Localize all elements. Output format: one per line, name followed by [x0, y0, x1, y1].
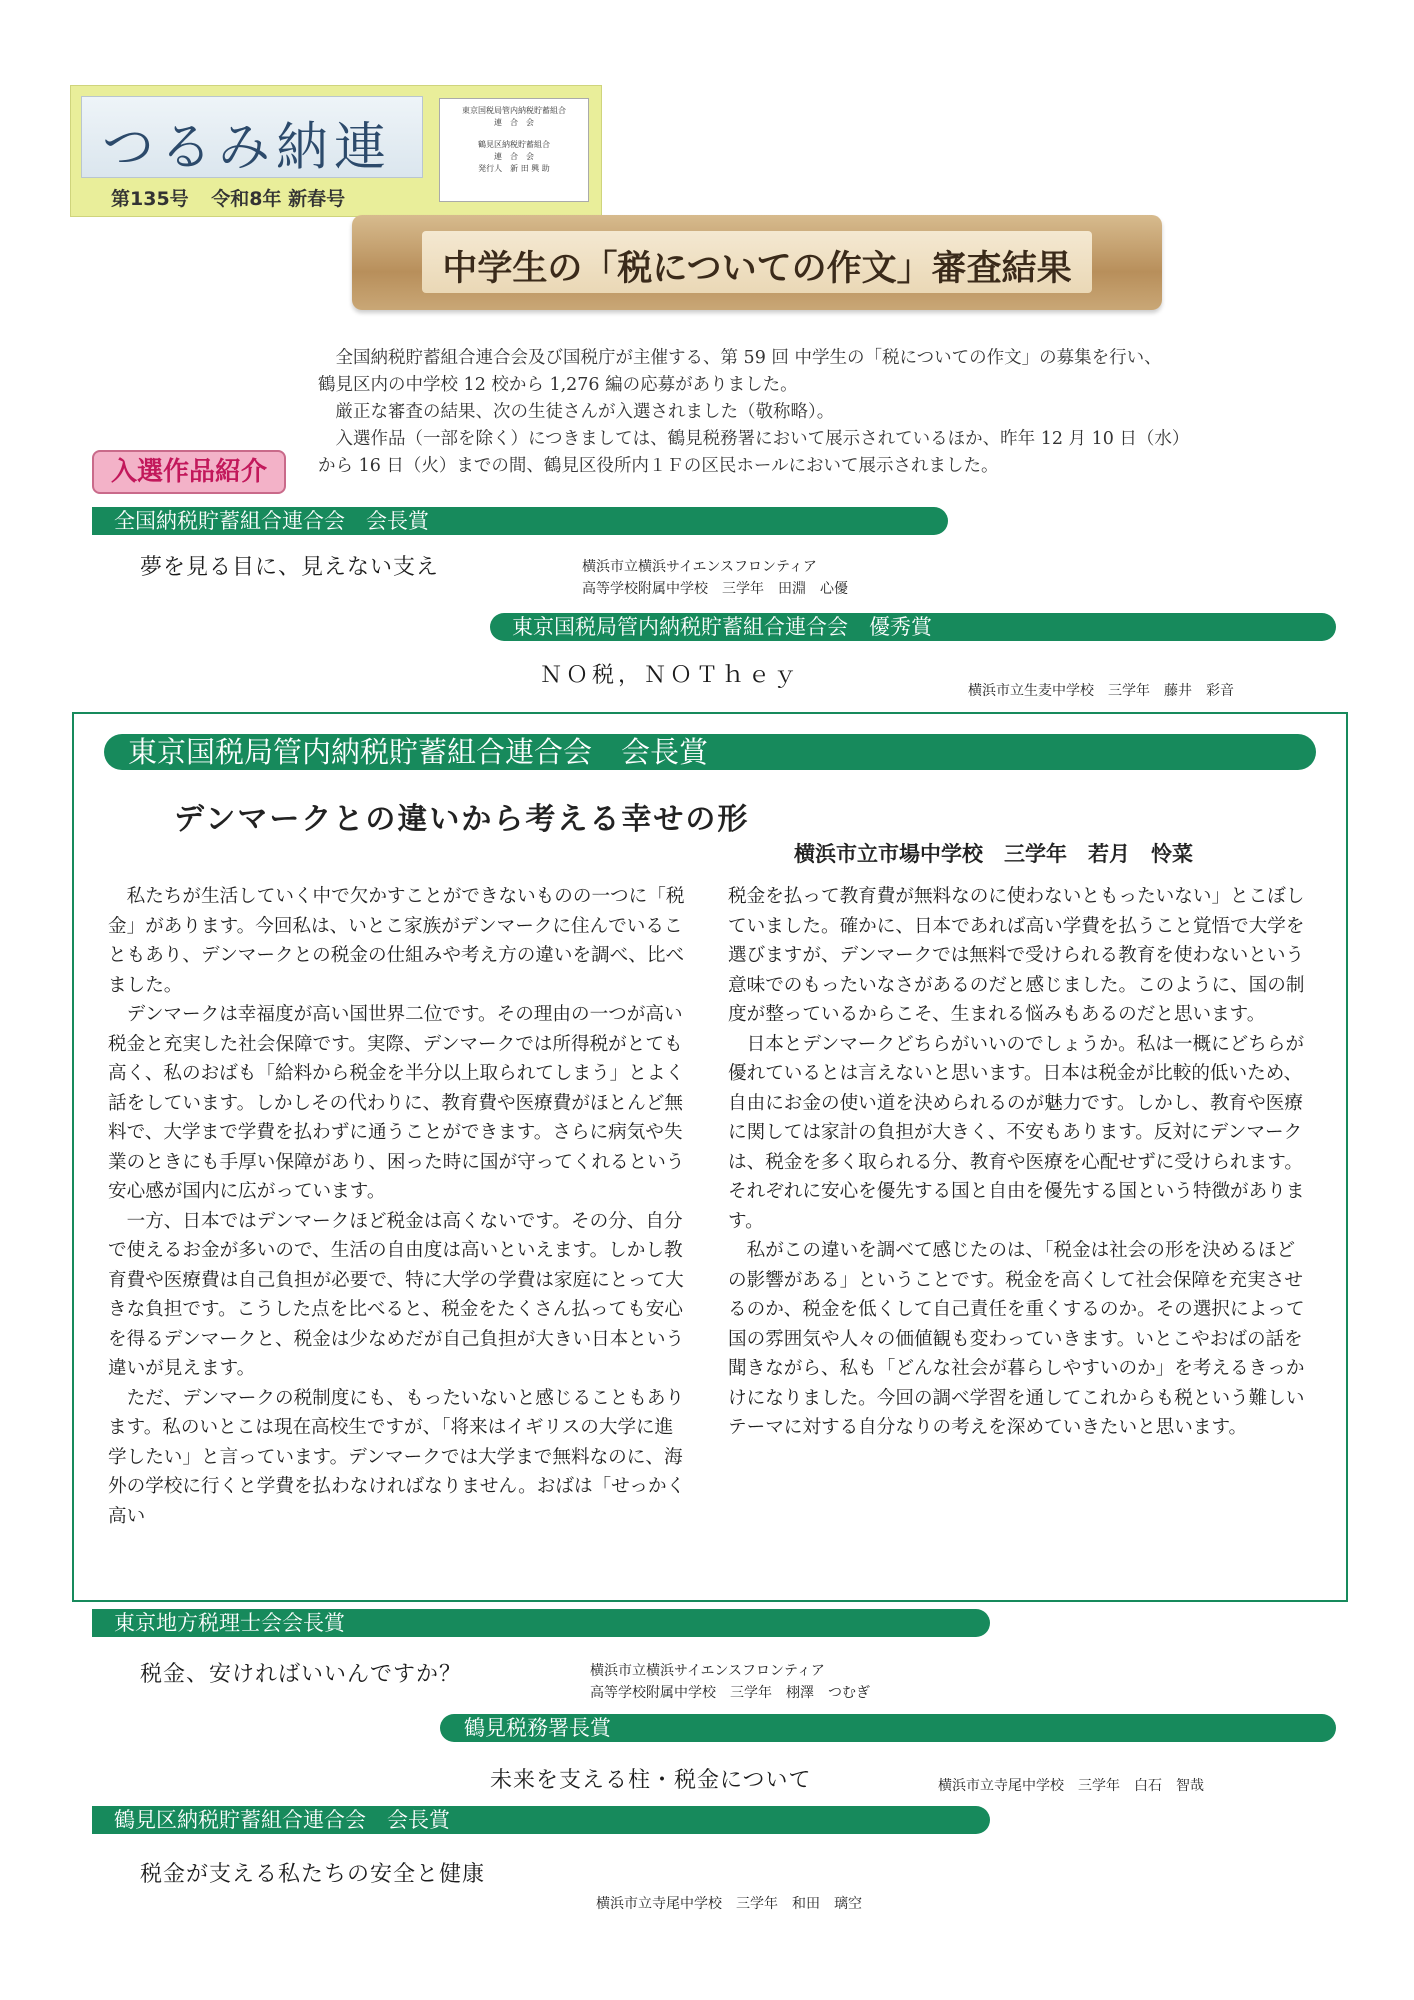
featured-title: デンマークとの違いから考える幸せの形: [174, 802, 750, 837]
essay-column-left: [108, 882, 688, 1531]
essay-paragraph: ただ、デンマークの税制度にも、もったいないと感じることもあります。私のいとこは現在高校生ですが、「将来はイギリスの大学に進学したい」と言っています。デンマークでは大学まで無料なのに、海外の学校に行くと学費を払わなければなりません。おばは「せっかく高い: [108, 1387, 686, 1527]
award-bar: 鶴見区納税貯蓄組合連合会 会長賞: [92, 1806, 990, 1834]
essay-paragraph: 税金を払って教育費が無料なのに使わないともったいない」とこぼしていました。確かに、日本であれば高い学費を払うこと覚悟で大学を選びますが、デンマークでは無料で受けられる教育を使わないという意味でのもったいなさがあるのだと感じました。このように、国の制度が整っているからこそ、生まれる悩みもあるのだと思います。: [728, 886, 1305, 1025]
work-title: 税金が支える私たちの安全と健康: [140, 1862, 486, 1887]
school-info: [582, 556, 848, 600]
intro-text: [318, 345, 1248, 480]
org-line-1: 東京国税局管内納税貯蓄組合: [462, 106, 566, 115]
school-info: [590, 1660, 870, 1704]
org-line-3: 鶴見区納税貯蓄組合: [478, 140, 550, 149]
school-line: 横浜市立横浜サイエンスフロンティア: [590, 1663, 825, 1679]
title-banner: [352, 215, 1162, 310]
award-bar: 東京国税局管内納税貯蓄組合連合会 優秀賞: [490, 613, 1336, 641]
title-banner-paper: [422, 231, 1092, 293]
org-line-2: 連 合 会: [494, 118, 534, 127]
school-line: 横浜市立寺尾中学校 三学年 和田 璃空: [596, 1896, 862, 1912]
essay-paragraph: 私たちが生活していく中で欠かすことができないものの一つに「税金」があります。今回私は、いとこ家族がデンマークに住んでいることもあり、デンマークとの税金の仕組みや考え方の違いを調べ、比べました。: [108, 886, 685, 996]
masthead: [70, 85, 602, 217]
essay-paragraph: 私がこの違いを調べて感じたのは、「税金は社会の形を決めるほどの影響がある」ということです。税金を高くして社会保障を充実させるのか、税金を低くして自己責任を重くするのか。その選択によって国の雰囲気や人々の価値観も変わっていきます。いとこやおばの話を聞きながら、私も「どんな社会が暮らしやすいのか」を考えるきっかけになりました。今回の調べ学習を通してこれからも税という難しいテーマに対する自分なりの考えを深めていきたいと思います。: [728, 1240, 1305, 1438]
school-line: 横浜市立生麦中学校 三学年 藤井 彩音: [968, 683, 1234, 699]
work-title: 税金、安ければいいんですか？: [140, 1662, 463, 1687]
award-bar: 全国納税貯蓄組合連合会 会長賞: [92, 507, 948, 535]
org-line-4: 連 合 会: [494, 152, 534, 161]
featured-school: 横浜市立市場中学校 三学年 若月 怜菜: [794, 841, 1193, 866]
essay-paragraph: 日本とデンマークどちらがいいのでしょうか。私は一概にどちらが優れているとは言えないと思います。日本は税金が比較的低いため、自由にお金の使い道を決められるのが魅力です。しかし、教育や医療に関しては家計の負担が大きく、不安もあります。反対にデンマークは、税金を多く取られる分、教育や医療を心配せずに受けられます。それぞれに安心を優先する国と自由を優先する国という特徴があります。: [728, 1033, 1305, 1232]
publisher-box: [439, 98, 589, 202]
issue-date: 令和8年 新春号: [211, 188, 346, 210]
school-line: 横浜市立横浜サイエンスフロンティア: [582, 559, 817, 575]
school-line: 高等学校附属中学校 三学年 栩澤 つむぎ: [590, 1685, 870, 1701]
work-title: 未来を支える柱・税金について: [490, 1768, 812, 1793]
newsletter-title: つるみ納連: [102, 118, 393, 178]
page-title: 中学生の「税についての作文」審査結果: [442, 249, 1072, 289]
publisher: 発行人 新 田 興 助: [478, 164, 550, 173]
essay-paragraph: 一方、日本ではデンマークほど税金は高くないです。その分、自分で使えるお金が多いので、生活の自由度は高いといえます。しかし教育費や医療費は自己負担が必要で、特に大学の学費は家庭にとって大きな負担です。こうした点を比べると、税金をたくさん払っても安心を得るデンマークと、税金は少なめだが自己負担が大きい日本という違いが見えます。: [108, 1210, 685, 1379]
essay-paragraph: デンマークは幸福度が高い国世界二位です。その理由の一つが高い税金と充実した社会保障です。実際、デンマークでは所得税がとても高く、私のおばも「給料から税金を半分以上取られてしまう」とよく話をしています。しかしその代わりに、教育費や医療費がほとんど無料で、大学まで学費を払わずに通うことができます。さらに病気や失業のときにも手厚い保障があり、困った時に国が守ってくれるという安心感が国内に広がっています。: [108, 1004, 685, 1202]
work-title: 夢を見る目に、見えない支え: [140, 555, 440, 580]
award-bar: 鶴見税務署長賞: [440, 1714, 1336, 1742]
section-tag: 入選作品紹介: [92, 450, 286, 494]
featured-award-bar: 東京国税局管内納税貯蓄組合連合会 会長賞: [104, 734, 1316, 770]
intro-line: 鶴見区内の中学校 12 校から 1,276 編の応募がありました。: [318, 375, 798, 395]
issue-number: 第135号: [111, 188, 189, 210]
featured-essay-box: [72, 712, 1348, 1602]
masthead-title-box: [81, 96, 423, 178]
intro-line: 入選作品（一部を除く）につきましては、鶴見税務署において展示されているほか、昨年 12 月 10 日（水）: [335, 429, 1190, 449]
intro-line: から 16 日（火）までの間、鶴見区役所内１Ｆの区民ホールにおいて展示されました。: [318, 456, 999, 476]
intro-line: 厳正な審査の結果、次の生徒さんが入選されました（敬称略）。: [335, 402, 835, 422]
intro-line: 全国納税貯蓄組合連合会及び国税庁が主催する、第 59 回 中学生の「税についての作文」の募集を行い、: [335, 348, 1162, 368]
issue-info: [111, 184, 361, 211]
school-line: 横浜市立寺尾中学校 三学年 白石 智哉: [938, 1778, 1204, 1794]
award-bar: 東京地方税理士会会長賞: [92, 1609, 990, 1637]
work-title: ＮＯ税，ＮＯＴｈｅｙ: [540, 663, 801, 688]
school-line: 高等学校附属中学校 三学年 田淵 心優: [582, 581, 848, 597]
essay-column-right: [728, 882, 1308, 1443]
